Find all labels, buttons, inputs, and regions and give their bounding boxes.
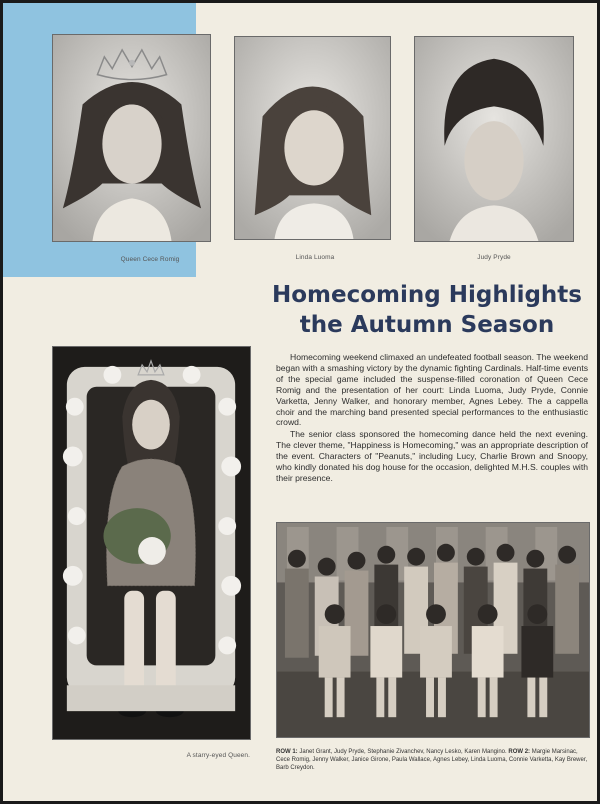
- pryde-portrait-photo: [414, 36, 574, 242]
- pryde-portrait-caption: Judy Pryde: [477, 254, 511, 261]
- headline-line-1: Homecoming Highlights: [271, 282, 582, 308]
- queen-portrait-caption: Queen Cece Romig: [120, 256, 180, 263]
- row-2-label: ROW 2:: [508, 749, 531, 755]
- starry-queen-caption: A starry-eyed Queen.: [186, 752, 250, 759]
- row-2-names: Margie Marsinac, Cece Romig, Jenny Walker, Janice Girone, Paula Wallace, Agnes Lebey, Linda Luoma, Connie Varketta, Kay Brewer, Barb Creydon.: [276, 749, 588, 771]
- article-paragraph-2: The senior class sponsored the homecoming dance held the next evening. The clever theme, "Happiness is Homecoming," was an appropriate description of the event. Characters of "Peanuts," including Lucy, Charlie Brown and Snoopy, who kindly donated his dog house for the occasion, delighted M.H.S. couples with their presence.: [276, 429, 588, 483]
- row-1-names: Janet Grant, Judy Pryde, Stephanie Zivanchev, Nancy Lesko, Karen Mangino.: [299, 749, 507, 755]
- queen-portrait-photo: [52, 34, 211, 242]
- headline-line-2: the Autumn Season: [299, 312, 555, 338]
- luoma-portrait-caption: Linda Luoma: [295, 254, 335, 261]
- queen-throne-photo: [52, 346, 251, 740]
- row-1-label: ROW 1:: [276, 749, 298, 755]
- luoma-portrait-photo: [234, 36, 391, 240]
- group-photo-caption: [276, 748, 590, 772]
- article-paragraph-1: Homecoming weekend climaxed an undefeated football season. The weekend began with a smashing victory by the dynamic fighting Cardinals. Half-time events of the special game included the suspense-filled coronation of Queen Cece Romig and the presentation of her court: Linda Luoma, Judy Pryde, Connie Varketta, Jenny Walker, and honorary member, Agnes Lebey. The a cappella choir and the marching band presented special performances to the enthusiastic crowd.: [276, 352, 588, 428]
- article-body: [276, 352, 588, 485]
- page-title: [262, 280, 592, 340]
- homecoming-court-group-photo: [276, 522, 590, 738]
